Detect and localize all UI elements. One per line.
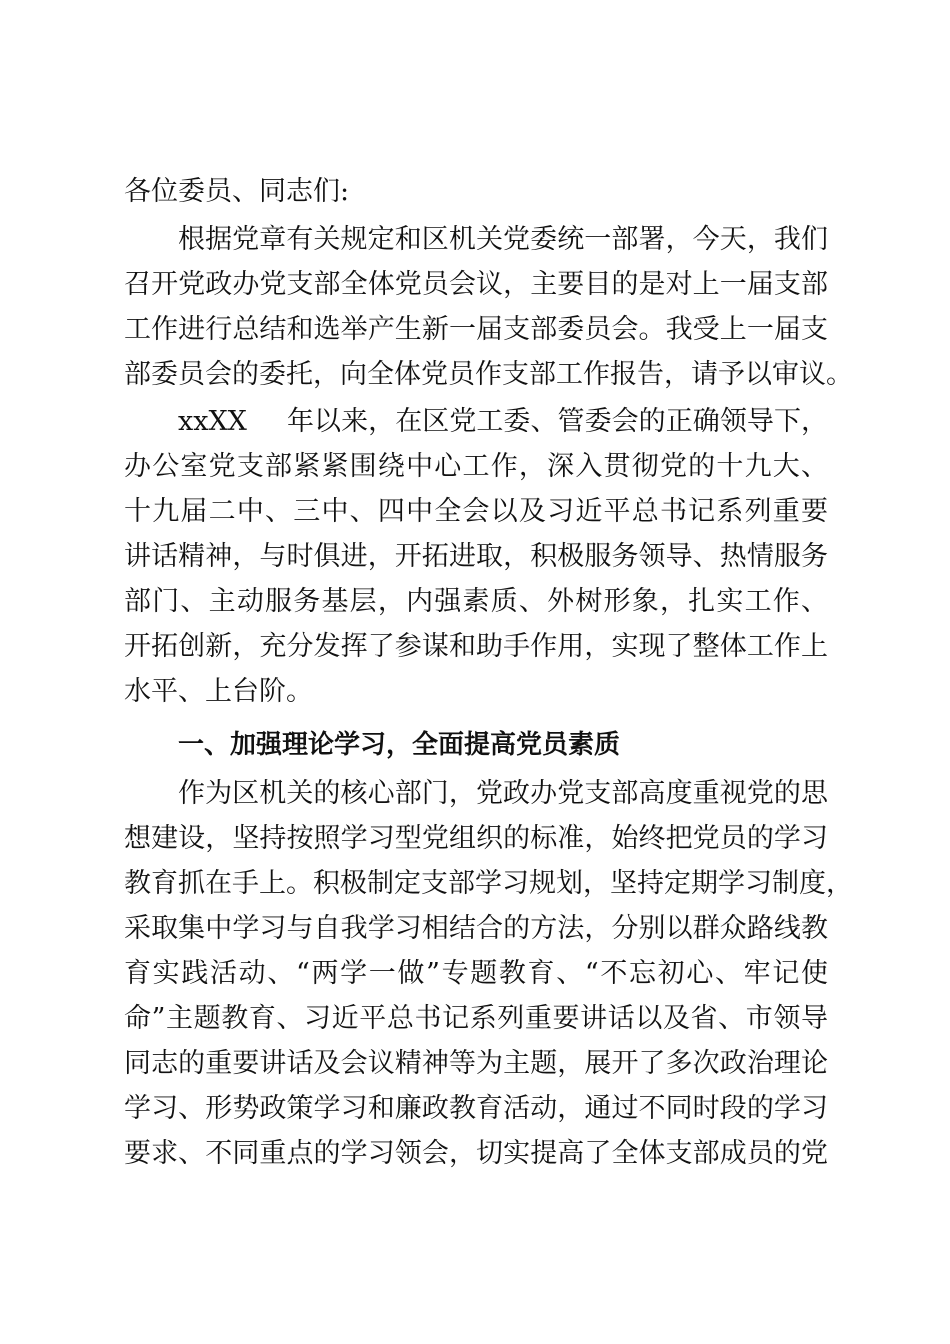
paragraph-3-line-9: 要求、不同重点的学习领会，切实提高了全体支部成员的党 xyxy=(124,1138,828,1169)
paragraph-2-line-1: 年以来，在区党工委、管委会的正确领导下， xyxy=(287,406,828,437)
paragraph-1-line-4: 部委员会的委托，向全体党员作支部工作报告，请予以审议。 xyxy=(124,359,853,390)
paragraph-3-line-8: 学习、形势政策学习和廉政教育活动，通过不同时段的学习 xyxy=(124,1093,828,1124)
paragraph-3-line-4: 采取集中学习与自我学习相结合的方法，分别以群众路线教 xyxy=(124,913,828,944)
paragraph-2-line-3: 十九届二中、三中、四中全会以及习近平总书记系列重要 xyxy=(124,496,828,527)
paragraph-1-line-1: 根据党章有关规定和区机关党委统一部署，今天，我们 xyxy=(178,224,828,255)
paragraph-3-line-7: 同志的重要讲话及会议精神等为主题，展开了多次政治理论 xyxy=(124,1048,828,1079)
paragraph-2-line-7: 水平、上台阶。 xyxy=(124,676,313,707)
paragraph-3-line-1: 作为区机关的核心部门，党政办党支部高度重视党的思 xyxy=(178,778,828,809)
paragraph-1-line-3: 工作进行总结和选举产生新一届支部委员会。我受上一届支 xyxy=(124,314,828,345)
paragraph-2-line-5: 部门、主动服务基层，内强素质、外树形象，扎实工作、 xyxy=(124,586,828,617)
section-heading-1: 一、加强理论学习，全面提高党员素质 xyxy=(178,730,621,760)
paragraph-3-line-3: 教育抓在手上。积极制定支部学习规划，坚持定期学习制度， xyxy=(124,868,853,899)
paragraph-2-line-6: 开拓创新，充分发挥了参谋和助手作用，实现了整体工作上 xyxy=(124,631,828,662)
paragraph-3-line-2: 想建设，坚持按照学习型党组织的标准，始终把党员的学习 xyxy=(124,823,828,854)
salutation: 各位委员、同志们: xyxy=(124,176,350,207)
paragraph-3-line-5: 育实践活动、“两学一做”专题教育、“不忘初心、牢记使 xyxy=(124,958,828,989)
paragraph-2-line-4: 讲话精神，与时俱进，开拓进取，积极服务领导、热情服务 xyxy=(124,541,828,572)
paragraph-3-line-6: 命”主题教育、习近平总书记系列重要讲话以及省、市领导 xyxy=(124,1003,828,1034)
paragraph-1-line-2: 召开党政办党支部全体党员会议，主要目的是对上一届支部 xyxy=(124,269,828,300)
paragraph-2-year: xxXX xyxy=(178,406,247,437)
paragraph-2-line-2: 办公室党支部紧紧围绕中心工作，深入贯彻党的十九大、 xyxy=(124,451,828,482)
